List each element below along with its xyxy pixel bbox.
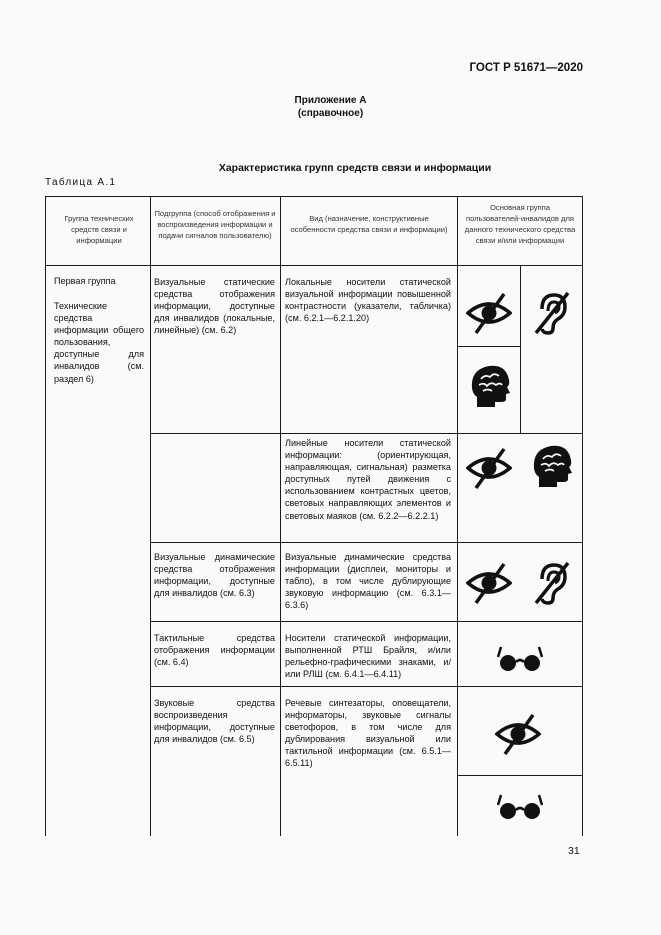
group-description: Технические средства информации общего пользования, доступные для инвалидов (см. раздел 6) <box>54 301 144 384</box>
glasses-icon <box>497 639 543 675</box>
kind-tactile: Носители статической информации, выполненной РТШ Брайля, и/или рельефно-графическими знаками, и/или РЛШ (см. 6.4.1—6.4.11) <box>285 633 451 680</box>
hearing-impairment-icon <box>531 560 571 606</box>
subgroup-visual-dynamic: Визуальные динамические средства отображения информации, доступные для инвалидов (см. 6.3) <box>154 552 275 599</box>
table-border <box>45 265 583 266</box>
hearing-impairment-icon <box>531 290 571 336</box>
visual-impairment-icon <box>466 290 512 336</box>
kind-dynamic: Визуальные динамические средства информации (дисплеи, мониторы и табло), в том числе дублирующие звуковую информацию (см. 6.3.1—6.3.6) <box>285 552 451 611</box>
table-border <box>520 265 521 433</box>
appendix-heading <box>0 94 661 120</box>
appendix-subtitle: (справочное) <box>297 108 364 119</box>
table-border <box>150 196 151 836</box>
table-border <box>45 196 46 836</box>
header-kind: Вид (назначение, конструктивные особенности средства связи и информации) <box>290 214 448 234</box>
header-users: Основная группа пользователей-инвалидов для данного технического средства связи и/или информации <box>464 203 576 245</box>
table-label: Таблица А.1 <box>45 177 117 188</box>
kind-sound: Речевые синтезаторы, оповещатели, информаторы, звуковые сигналы светофоров, в том числе для дублирования визуальной или тактильной информации (см. 6.5.1—6.5.11) <box>285 698 451 769</box>
header-subgroup: Подгруппа (способ отображения и воспроизведения информации и подачи сигналов пользователю) <box>154 209 276 240</box>
subgroup-sound: Звуковые средства воспроизведения информации, доступные для инвалидов (см. 6.5) <box>154 698 275 745</box>
visual-impairment-icon <box>495 711 541 757</box>
table-border <box>280 196 281 836</box>
cognitive-impairment-icon <box>469 363 513 411</box>
cognitive-impairment-icon <box>531 443 575 491</box>
page-number: 31 <box>568 845 580 857</box>
subgroup-tactile: Тактильные средства отображения информации (см. 6.4) <box>154 633 275 668</box>
visual-impairment-icon <box>466 445 512 491</box>
table-border <box>150 621 583 622</box>
appendix-title: Приложение А <box>294 95 367 106</box>
table-border <box>150 433 583 434</box>
table-border <box>45 196 583 197</box>
table-border <box>150 542 583 543</box>
visual-impairment-icon <box>466 560 512 606</box>
document-code: ГОСТ Р 51671—2020 <box>469 62 583 74</box>
kind-linear-static: Линейные носители статической информации: (ориентирующая, направляющая, сигнальная) разметка доступных путей движения с использованием контрастных цветов, световых направляющих элементов и световых маяков (см. 6.2.2—6.2.2.1) <box>285 438 451 521</box>
table-border <box>150 686 583 687</box>
glasses-icon <box>497 787 543 823</box>
header-group: Группа технических средств связи и информации <box>64 214 134 245</box>
table-border <box>457 775 583 776</box>
kind-local-static: Локальные носители статической визуальной информации повышенной контрастности (указатели, табличка)(см. 6.2.1—6.2.1.20) <box>285 277 451 324</box>
table-border <box>582 196 583 836</box>
table-border <box>457 346 520 347</box>
table-border <box>457 196 458 836</box>
table-title: Характеристика групп средств связи и информации <box>218 162 492 174</box>
group-name: Первая группа <box>54 276 116 286</box>
subgroup-visual-static: Визуальные статические средства отображения информации, доступные для инвалидов (локальные, линейные) (см. 6.2) <box>154 277 275 336</box>
